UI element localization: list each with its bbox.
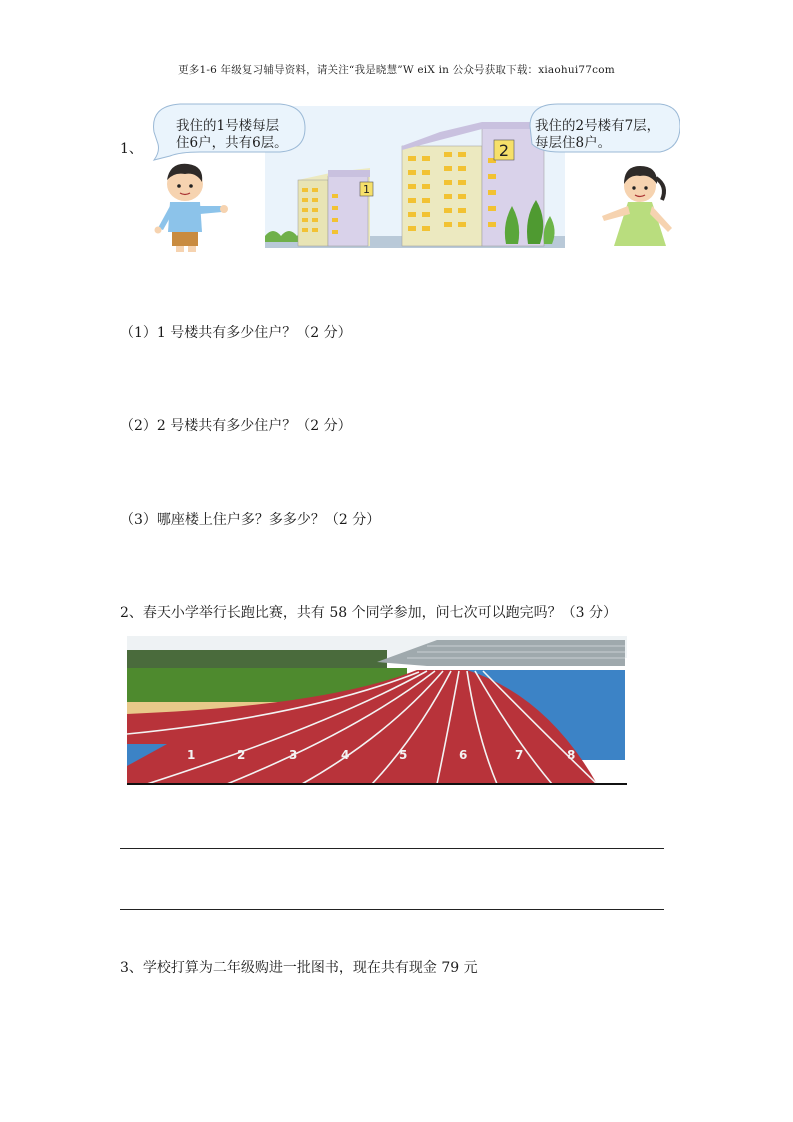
lane-number-6: 6: [459, 748, 468, 762]
girl-figure: [602, 166, 672, 246]
boy-speech-line-2: 住6户，共有6层。: [176, 135, 288, 151]
question-3-text: 3、学校打算为二年级购进一批图书，现在共有现金 79 元: [120, 960, 478, 976]
question-1-number: 1、: [120, 141, 143, 157]
question-1-part-2: （2）2 号楼共有多少住户？（2 分）: [120, 418, 352, 434]
question-1-part-3: （3）哪座楼上住户多？多多少？（2 分）: [120, 512, 381, 528]
building-1: [298, 168, 373, 246]
lane-number-5: 5: [399, 748, 408, 762]
girl-speech-line-2: 每层住8户。: [535, 135, 612, 151]
boy-speech-line-1: 我住的1号楼每层: [176, 118, 280, 134]
page-header: 更多1-6 年级复习辅导资料，请关注“我是晓慧”W eiX in 公众号获取下载：xiaohui77com: [178, 64, 615, 76]
girl-speech-text: [535, 118, 660, 152]
building-2-label: 2: [498, 141, 510, 160]
lane-number-2: 2: [237, 748, 246, 762]
boy-speech-text: [176, 118, 288, 152]
question-1-part-1: （1）1 号楼共有多少住户？（2 分）: [120, 325, 352, 341]
lane-number-1: 1: [187, 748, 196, 762]
lane-number-3: 3: [289, 748, 298, 762]
girl-speech-line-1: 我住的2号楼有7层，: [535, 118, 661, 134]
answer-line-2: [120, 909, 664, 910]
answer-line-1: [120, 848, 664, 849]
trees-background: [127, 650, 387, 668]
lane-number-4: 4: [341, 748, 350, 762]
building-1-label: 1: [363, 183, 370, 196]
boy-figure: [155, 164, 229, 252]
question-2-text: 2、春天小学举行长跑比赛，共有 58 个同学参加，问七次可以跑完吗？（3 分）: [120, 605, 617, 621]
lane-number-7: 7: [515, 748, 524, 762]
lane-number-8: 8: [567, 748, 576, 762]
lane-numbers: [127, 748, 627, 768]
